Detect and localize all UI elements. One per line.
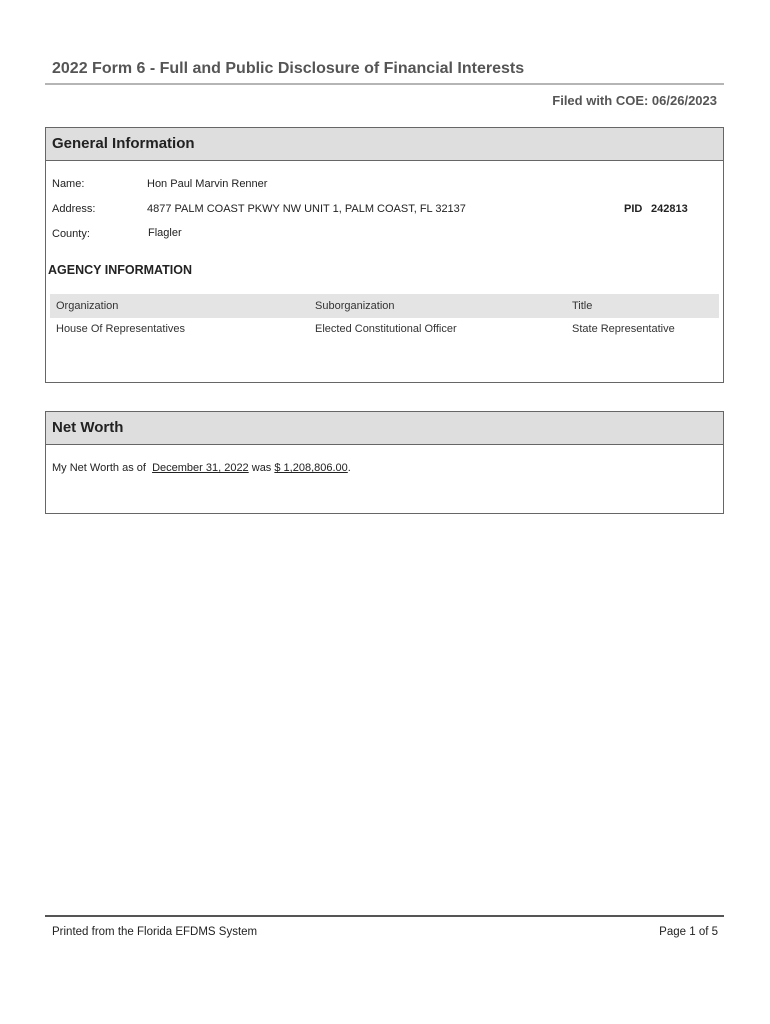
net-worth-amount: $ 1,208,806.00: [274, 462, 348, 474]
agency-information-heading: AGENCY INFORMATION: [48, 263, 192, 277]
title-cell: State Representative: [572, 323, 675, 335]
footer-source: Printed from the Florida EFDMS System: [52, 926, 258, 938]
footer-divider: [45, 915, 724, 917]
general-information-heading: General Information: [46, 128, 723, 161]
net-worth-statement: [52, 462, 351, 474]
document-title: 2022 Form 6 - Full and Public Disclosure of Financial Interests: [52, 60, 525, 77]
suborganization-cell: Elected Constitutional Officer: [315, 323, 457, 335]
county-value: Flagler: [148, 227, 182, 239]
pid-value: 242813: [651, 203, 688, 215]
filed-date: Filed with COE: 06/26/2023: [552, 93, 717, 108]
net-worth-prefix: My Net Worth as of: [52, 462, 146, 474]
pid-label: PID: [624, 203, 643, 215]
column-title: Title: [572, 300, 593, 312]
title-divider: [45, 83, 724, 85]
organization-cell: House Of Representatives: [56, 323, 186, 335]
page-number: Page 1 of 5: [659, 926, 718, 938]
column-suborganization: Suborganization: [315, 300, 395, 312]
name-label: Name:: [52, 178, 85, 190]
net-worth-section: [45, 411, 724, 514]
agency-table-header: [50, 294, 719, 318]
general-information-section: [45, 127, 724, 383]
address-label: Address:: [52, 203, 96, 215]
net-worth-date: December 31, 2022: [152, 462, 249, 474]
net-worth-was: was: [251, 462, 272, 474]
address-value: 4877 PALM COAST PKWY NW UNIT 1, PALM COAST, FL 32137: [147, 203, 466, 215]
column-organization: Organization: [56, 300, 119, 312]
net-worth-heading: Net Worth: [46, 412, 723, 445]
net-worth-suffix: .: [347, 462, 351, 474]
county-label: County:: [52, 228, 90, 240]
name-value: Hon Paul Marvin Renner: [147, 178, 268, 190]
table-row: [50, 318, 719, 342]
